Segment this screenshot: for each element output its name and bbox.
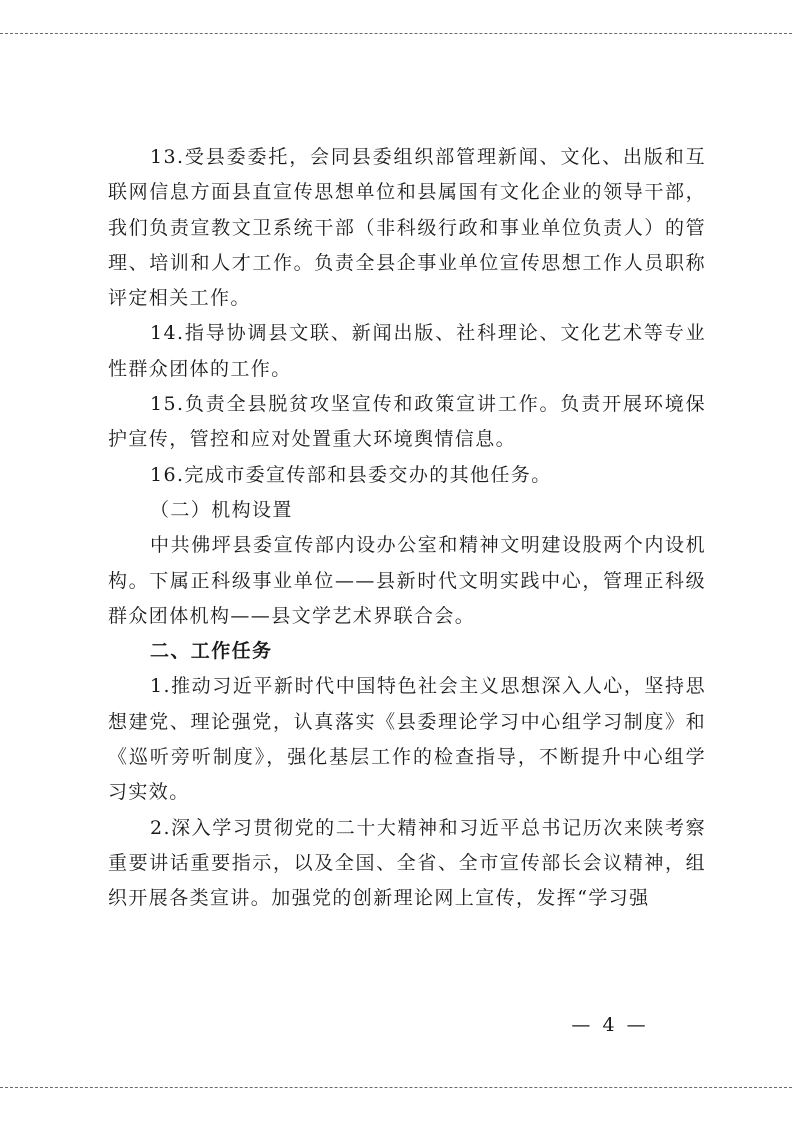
paragraph-task-2: 2.深入学习贯彻党的二十大精神和习近平总书记历次来陕考察重要讲话重要指示，以及全国、全省、全市宣传部长会议精神，组织开展各类宣讲。加强党的创新理论网上宣传，发挥“学习强 bbox=[108, 816, 706, 910]
document-body bbox=[108, 140, 706, 917]
section-heading-tasks: 二、工作任务 bbox=[150, 640, 273, 663]
paragraph-item-14: 14.指导协调县文联、新闻出版、社科理论、文化艺术等专业性群众团体的工作。 bbox=[108, 322, 706, 380]
paragraph-item-15: 15.负责全县脱贫攻坚宣传和政策宣讲工作。负责开展环境保护宣传，管控和应对处置重大环境舆情信息。 bbox=[108, 393, 706, 451]
paragraph-task-1: 1.推动习近平新时代中国特色社会主义思想深入人心，坚持思想建党、理论强党，认真落实《县委理论学习中心组学习制度》和《巡听旁听制度》，强化基层工作的检查指导，不断提升中心组学习实效。 bbox=[108, 675, 706, 804]
paragraph-item-13: 13.受县委委托，会同县委组织部管理新闻、文化、出版和互联网信息方面县直宣传思想单位和县属国有文化企业的领导干部，我们负责宣教文卫系统干部（非科级行政和事业单位负责人）的管理、培训和人才工作。负责全县企事业单位宣传思想工作人员职称评定相关工作。 bbox=[108, 146, 706, 310]
section-heading-org: （二）机构设置 bbox=[150, 498, 293, 521]
paragraph-org-setup: 中共佛坪县委宣传部内设办公室和精神文明建设股两个内设机构。下属正科级事业单位——县新时代文明实践中心，管理正科级群众团体机构——县文学艺术界联合会。 bbox=[108, 534, 706, 627]
bottom-cut-line bbox=[0, 1087, 792, 1088]
paragraph-item-16: 16.完成市委宣传部和县委交办的其他任务。 bbox=[150, 463, 552, 486]
page-number: — 4 — bbox=[571, 1014, 649, 1036]
top-cut-line bbox=[0, 33, 792, 34]
